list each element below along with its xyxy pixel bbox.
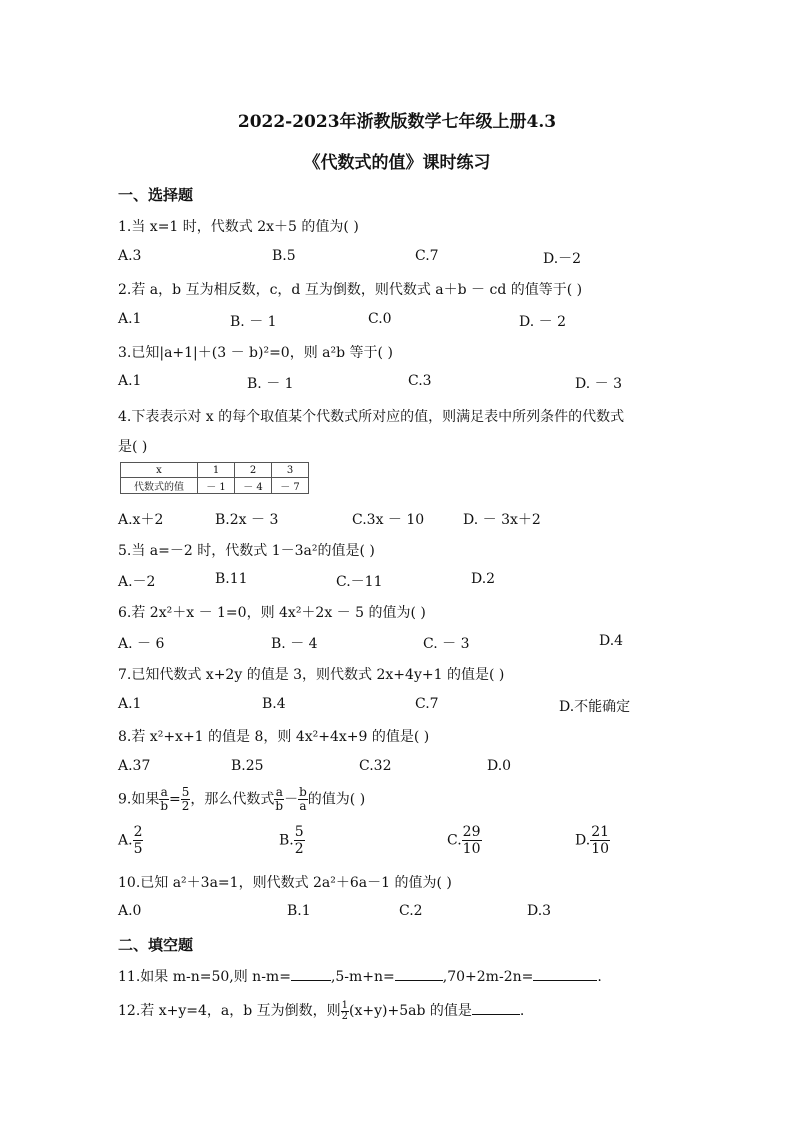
q6-option-d: D.4	[599, 633, 624, 649]
question-4-line1: 4.下表表示对 x 的每个取值某个代数式所对应的值，则满足表中所列条件的代数式	[118, 409, 625, 425]
question-2: 2.若 a，b 互为相反数，c，d 互为倒数，则代数式 a＋b － cd 的值等于( )	[118, 282, 583, 298]
question-6: 6.若 2x²＋x － 1=0，则 4x²＋2x － 5 的值为( )	[118, 605, 426, 621]
fraction-denominator: 10	[462, 841, 481, 857]
question-3: 3.已知|a+1|＋(3 － b)²=0，则 a²b 等于( )	[118, 345, 393, 361]
q4-option-c: C.3x － 10	[352, 512, 425, 528]
q5-option-c: C.－11	[336, 574, 383, 590]
value-table	[120, 462, 309, 494]
fraction-denominator: b	[160, 799, 169, 813]
question-10: 10.已知 a²＋3a=1，则代数式 2a²＋6a－1 的值为( )	[118, 875, 452, 891]
fraction-numerator: 29	[462, 824, 481, 840]
option-fraction	[462, 824, 482, 857]
question-1: 1.当 x=1 时，代数式 2x＋5 的值为( )	[118, 219, 359, 235]
fraction-a-over-b	[274, 786, 284, 813]
question-8: 8.若 x²+x+1 的值是 8，则 4x²+4x+9 的值是( )	[118, 729, 430, 745]
q1-option-a: A.3	[118, 248, 142, 264]
q9-option-b	[279, 824, 305, 857]
fraction-numerator: b	[299, 785, 307, 799]
section-heading-choice: 一、选择题	[118, 186, 194, 204]
q11-text-a: 11.如果 m-n=50,则 n-m=	[118, 969, 291, 985]
q9-text-mid: ，那么代数式	[190, 791, 275, 808]
table-cell: x	[121, 463, 198, 478]
q8-option-d: D.0	[487, 758, 512, 774]
q9-option-d	[575, 824, 610, 857]
table-cell: 1	[198, 463, 235, 478]
section-heading-fill-in: 二、填空题	[118, 936, 194, 954]
fraction-denominator: 10	[591, 841, 610, 857]
q7-option-a: A.1	[118, 696, 142, 712]
doc-title-line1: 2022-2023年浙教版数学七年级上册4.3	[237, 112, 557, 132]
q3-option-a: A.1	[118, 373, 142, 389]
fraction-denominator: 2	[181, 799, 190, 813]
question-9	[118, 786, 365, 813]
q2-option-c: C.0	[368, 311, 392, 327]
option-fraction	[133, 824, 144, 857]
option-letter: A.	[118, 832, 133, 849]
q4-option-b: B.2x － 3	[215, 512, 279, 528]
table-cell: － 4	[235, 478, 272, 494]
q6-option-c: C. － 3	[423, 636, 470, 652]
fraction-denominator: 2	[294, 841, 304, 857]
table-cell: － 1	[198, 478, 235, 494]
doc-title-line2: 《代数式的值》课时练习	[303, 153, 491, 173]
q9-text-post: 的值为( )	[307, 791, 366, 808]
q5-option-d: D.2	[471, 571, 496, 587]
fraction-numerator: 5	[181, 785, 190, 799]
question-4-line2: 是( )	[118, 439, 148, 455]
q10-option-d: D.3	[527, 903, 552, 919]
fraction-numerator: 21	[591, 824, 610, 840]
q8-option-c: C.32	[359, 758, 392, 774]
fraction-one-half	[341, 1001, 349, 1022]
q7-option-c: C.7	[415, 696, 439, 712]
q12-text-a: 12.若 x+y=4，a，b 互为倒数，则	[118, 1003, 341, 1019]
fraction-numerator: 5	[294, 824, 304, 840]
q7-option-d: D.不能确定	[559, 699, 631, 715]
q8-option-a: A.37	[118, 758, 151, 774]
q9-option-c	[447, 824, 482, 857]
table-row	[121, 478, 309, 494]
q6-option-b: B. － 4	[271, 636, 318, 652]
q1-option-d: D.－2	[543, 251, 582, 267]
q1-option-b: B.5	[272, 248, 296, 264]
q8-option-b: B.25	[231, 758, 264, 774]
table-cell: － 7	[272, 478, 309, 494]
q3-option-b: B. － 1	[247, 376, 294, 392]
q9-text-pre: 9.如果	[118, 791, 160, 808]
q11-text-d: .	[597, 969, 602, 985]
q6-option-a: A. － 6	[118, 636, 165, 652]
question-5: 5.当 a=－2 时，代数式 1－3a²的值是( )	[118, 543, 375, 559]
question-11	[118, 966, 602, 986]
fraction-denominator: a	[299, 799, 307, 813]
fraction-5-over-2	[181, 786, 191, 813]
fraction-numerator: a	[160, 785, 168, 799]
q9-option-a	[118, 824, 143, 857]
q2-option-d: D. － 2	[519, 314, 566, 330]
q7-option-b: B.4	[262, 696, 286, 712]
q4-option-d: D. － 3x＋2	[463, 512, 541, 528]
table-cell: 3	[272, 463, 309, 478]
minus-sign: －	[284, 791, 299, 808]
q5-option-a: A.－2	[118, 574, 156, 590]
fraction-denominator: 2	[341, 1010, 349, 1022]
option-letter: C.	[447, 832, 462, 849]
fraction-denominator: 5	[133, 841, 143, 857]
question-12	[118, 1000, 524, 1022]
q11-text-b: ,5-m+n=	[330, 969, 395, 985]
answer-blank[interactable]	[291, 968, 331, 981]
q11-text-c: ,70+2m-2n=	[442, 969, 534, 985]
fraction-numerator: a	[275, 785, 283, 799]
option-fraction	[590, 824, 610, 857]
option-letter: B.	[279, 832, 294, 849]
q1-option-c: C.7	[415, 248, 439, 264]
q2-option-b: B. － 1	[230, 314, 277, 330]
q3-option-d: D. － 3	[575, 376, 622, 392]
fraction-a-over-b	[159, 786, 169, 813]
fraction-numerator: 1	[341, 999, 349, 1011]
q10-option-b: B.1	[287, 903, 311, 919]
q12-text-c: .	[519, 1003, 525, 1019]
fraction-numerator: 2	[133, 824, 143, 840]
fraction-denominator: b	[275, 799, 284, 813]
table-cell: 2	[235, 463, 272, 478]
q4-option-a: A.x＋2	[118, 512, 164, 528]
q12-text-b: (x+y)+5ab 的值是	[349, 1003, 472, 1019]
table-row	[121, 463, 309, 478]
q10-option-a: A.0	[118, 903, 142, 919]
answer-blank[interactable]	[533, 968, 597, 981]
q2-option-a: A.1	[118, 311, 142, 327]
option-letter: D.	[575, 832, 591, 849]
answer-blank[interactable]	[395, 968, 443, 981]
fraction-b-over-a	[298, 786, 308, 813]
option-fraction	[294, 824, 305, 857]
table-cell: 代数式的值	[121, 478, 198, 494]
question-7: 7.已知代数式 x+2y 的值是 3，则代数式 2x+4y+1 的值是( )	[118, 667, 505, 683]
q10-option-c: C.2	[399, 903, 423, 919]
equals-sign: =	[169, 791, 181, 808]
q3-option-c: C.3	[408, 373, 432, 389]
answer-blank[interactable]	[472, 1002, 520, 1015]
q5-option-b: B.11	[215, 571, 248, 587]
